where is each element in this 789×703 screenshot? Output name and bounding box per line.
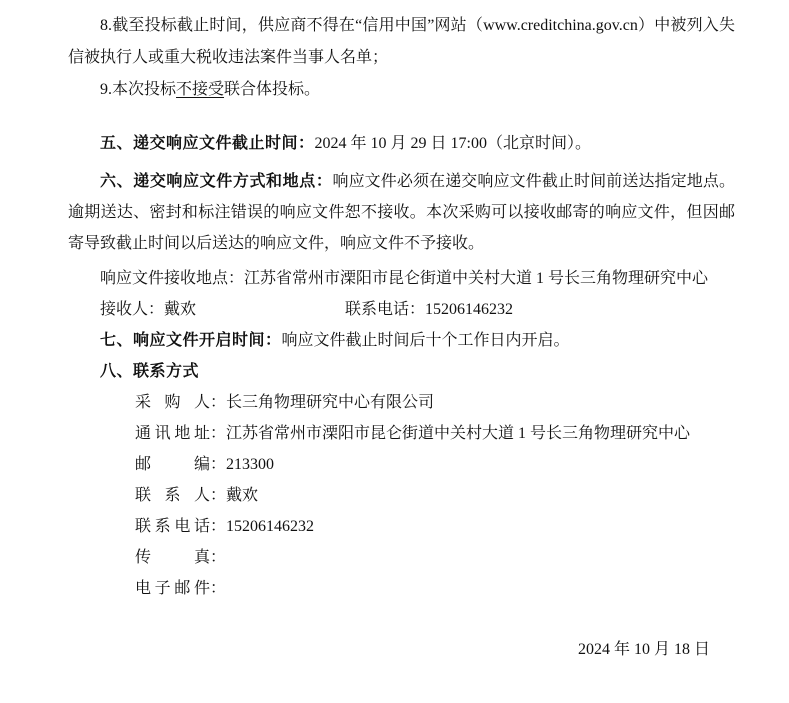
section-5-heading: 五、递交响应文件截止时间： xyxy=(100,135,315,152)
contact-label: 联系电话 xyxy=(135,518,210,535)
section-6-body: 响应文件必须在递交响应文件截止时间前送达指定地点。逾期送达、密封和标注错误的响应文件恕不接收。本次采购可以接收邮寄的响应文件，但因邮寄导致截止时间以后送达的响应文件，响应文件不予接收。 xyxy=(68,173,735,252)
contact-colon: ： xyxy=(210,456,227,473)
contact-label: 采购人 xyxy=(135,394,210,411)
contact-row xyxy=(135,449,735,480)
item-9-suffix: 联合体投标。 xyxy=(224,81,321,98)
contact-row xyxy=(135,573,735,604)
receive-location-text: 响应文件接收地点：江苏省常州市溧阳市昆仑街道中关村大道 1 号长三角物理研究中心 xyxy=(100,270,709,287)
contact-label: 通讯地址 xyxy=(135,425,210,442)
contact-value: 15206146232 xyxy=(226,518,315,535)
item-8-text: 8.截至投标截止时间，供应商不得在“信用中国”网站（www.creditchina.gov.cn）中被列入失信被执行人或重大税收违法案件当事人名单； xyxy=(68,17,735,66)
receiver-line xyxy=(68,294,735,325)
contact-row xyxy=(135,480,735,511)
contact-colon: ： xyxy=(210,518,227,535)
section-6-delivery xyxy=(68,166,735,259)
receiver-phone: 联系电话：15206146232 xyxy=(345,301,514,318)
contact-label: 联系人 xyxy=(135,487,210,504)
section-5-deadline xyxy=(68,128,735,160)
contact-label: 传真 xyxy=(135,549,210,566)
contact-list xyxy=(68,387,735,604)
section-5-body: 2024 年 10 月 29 日 17:00（北京时间）。 xyxy=(314,135,591,152)
contact-row xyxy=(135,511,735,542)
contact-value: 江苏省常州市溧阳市昆仑街道中关村大道 1 号长三角物理研究中心 xyxy=(226,425,691,442)
section-7-heading: 七、响应文件开启时间： xyxy=(100,332,282,349)
paragraph-item-8 xyxy=(68,10,735,74)
contact-colon: ： xyxy=(210,549,227,566)
contact-colon: ： xyxy=(210,487,227,504)
contact-colon: ： xyxy=(210,394,227,411)
contact-row xyxy=(135,542,735,573)
document-date: 2024 年 10 月 18 日 xyxy=(577,641,710,658)
contact-colon: ： xyxy=(210,425,227,442)
paragraph-item-9 xyxy=(68,74,735,106)
contact-colon: ： xyxy=(210,580,227,597)
contact-value: 戴欢 xyxy=(226,487,259,504)
contact-row xyxy=(135,387,735,418)
contact-row xyxy=(135,418,735,449)
contact-value: 213300 xyxy=(226,456,275,473)
section-8-heading: 八、联系方式 xyxy=(100,363,200,380)
section-7-body: 响应文件截止时间后十个工作日内开启。 xyxy=(281,332,570,349)
contact-label: 电子邮件 xyxy=(135,580,210,597)
section-6-heading: 六、递交响应文件方式和地点： xyxy=(100,173,333,190)
section-7-opening xyxy=(68,325,735,356)
contact-label: 邮编 xyxy=(135,456,210,473)
section-8-contact xyxy=(68,356,735,387)
receive-location-line xyxy=(68,263,735,294)
receiver-name: 接收人：戴欢 xyxy=(100,301,197,318)
item-9-underlined-text: 不接受 xyxy=(176,81,225,98)
item-9-prefix: 9.本次投标 xyxy=(100,81,177,98)
contact-value: 长三角物理研究中心有限公司 xyxy=(226,394,435,411)
